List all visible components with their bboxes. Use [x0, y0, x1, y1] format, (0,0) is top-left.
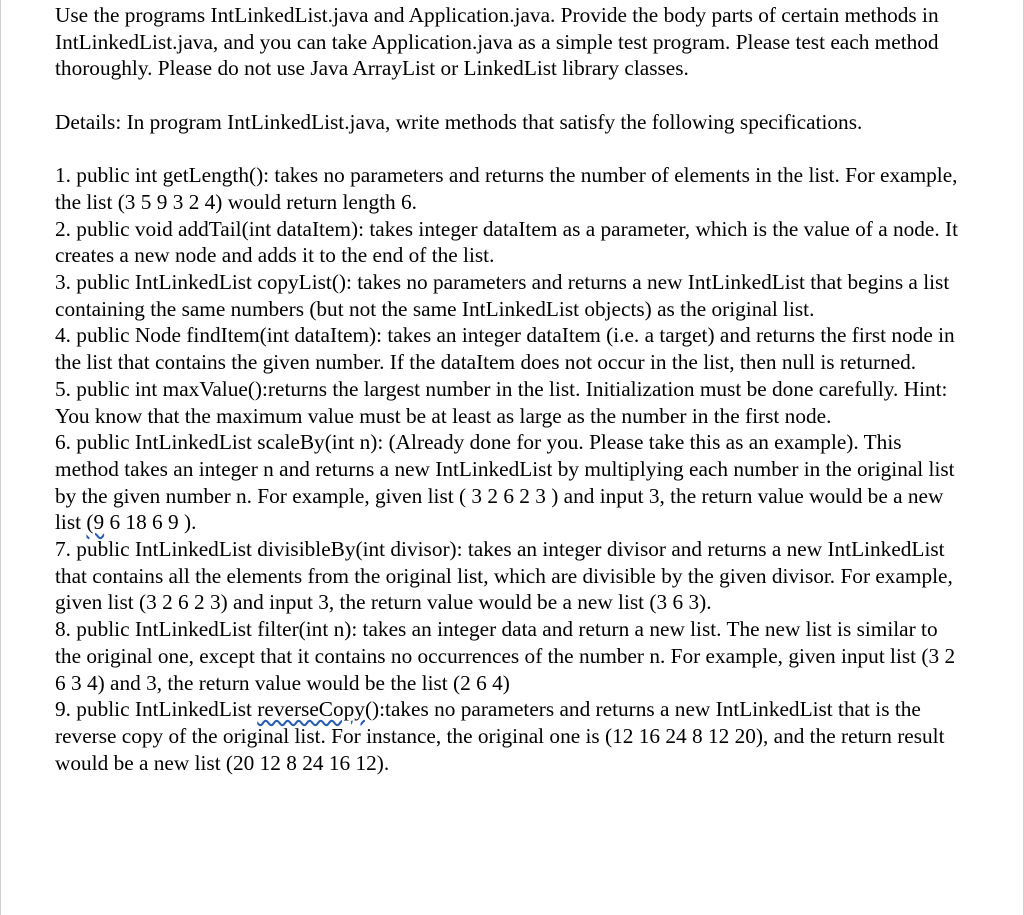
details-paragraph: Details: In program IntLinkedList.java, write methods that satisfy the following specifications. [55, 109, 863, 134]
reversecopy-text: 9. public IntLinkedList [55, 697, 258, 722]
spellcheck-marked-text: reverseCopy [257, 697, 365, 722]
scaleby-text-end: 6 18 6 9 ). [104, 510, 197, 535]
method-item-reversecopy [55, 696, 967, 776]
method-item-filter: 8. public IntLinkedList filter(int n): takes an integer data and return a new list. The new list is similar to the original one, except that it contains no occurrences of the number n. For example, given input list (3 2 6 3 4) and 3, the return value would be the list (2 6 4) [55, 617, 956, 695]
intro-paragraph: Use the programs IntLinkedList.java and Application.java. Provide the body parts of certain methods in IntLinkedList.java, and you can take Application.java as a simple test program. Please test each method thoroughly. Please do not use Java ArrayList or LinkedList library classes. [55, 3, 939, 81]
method-item-maxvalue: 5. public int maxValue():returns the largest number in the list. Initialization must be done carefully. Hint: You know that the maximum value must be at least as large as the number in the first node. [55, 376, 948, 428]
method-item-copylist: 3. public IntLinkedList copyList(): takes no parameters and returns a new IntLinkedList that begins a list containing the same numbers (but not the same IntLinkedList objects) as the original list. [55, 270, 950, 321]
spellcheck-marked-text: (9 [86, 510, 105, 535]
reversecopy-text-end: ():takes no parameters and returns a new IntLinkedList that is the reverse copy of the original list. For instance, the original one is (12 16 24 8 12 20), and the return result would be a new list (20 12 8 24 16 12). [55, 697, 945, 775]
method-item-getlength: 1. public int getLength(): takes no parameters and returns the number of elements in the list. For example, the list (3 5 9 3 2 4) would return length 6. [55, 163, 958, 214]
method-item-addtail: 2. public void addTail(int dataItem): takes integer dataItem as a parameter, which is the value of a node. It creates a new node and adds it to the end of the list. [55, 216, 959, 268]
blank-line [55, 82, 967, 109]
method-item-finditem: 4. public Node findItem(int dataItem): takes an integer dataItem (i.e. a target) and returns the first node in the list that contains the given number. If the dataItem does not occur in the list, then null is returned. [55, 323, 955, 375]
document-content [55, 2, 967, 776]
blank-line [55, 136, 967, 163]
method-item-divisibleby: 7. public IntLinkedList divisibleBy(int divisor): takes an integer divisor and returns a new IntLinkedList that contains all the elements from the original list, which are divisible by the given divisor. For example, given list (3 2 6 2 3) and input 3, the return value would be a new list (3 6 3). [55, 537, 953, 615]
scaleby-text: 6. public IntLinkedList scaleBy(int n): (Already done for you. Please take this as an example). This method takes an integer n and returns a new IntLinkedList by multiplying each number in the original list by the given number n. For example, given list ( 3 2 6 2 3 ) and input 3, the return value would be a new list [55, 430, 955, 535]
method-item-scaleby [55, 429, 967, 536]
